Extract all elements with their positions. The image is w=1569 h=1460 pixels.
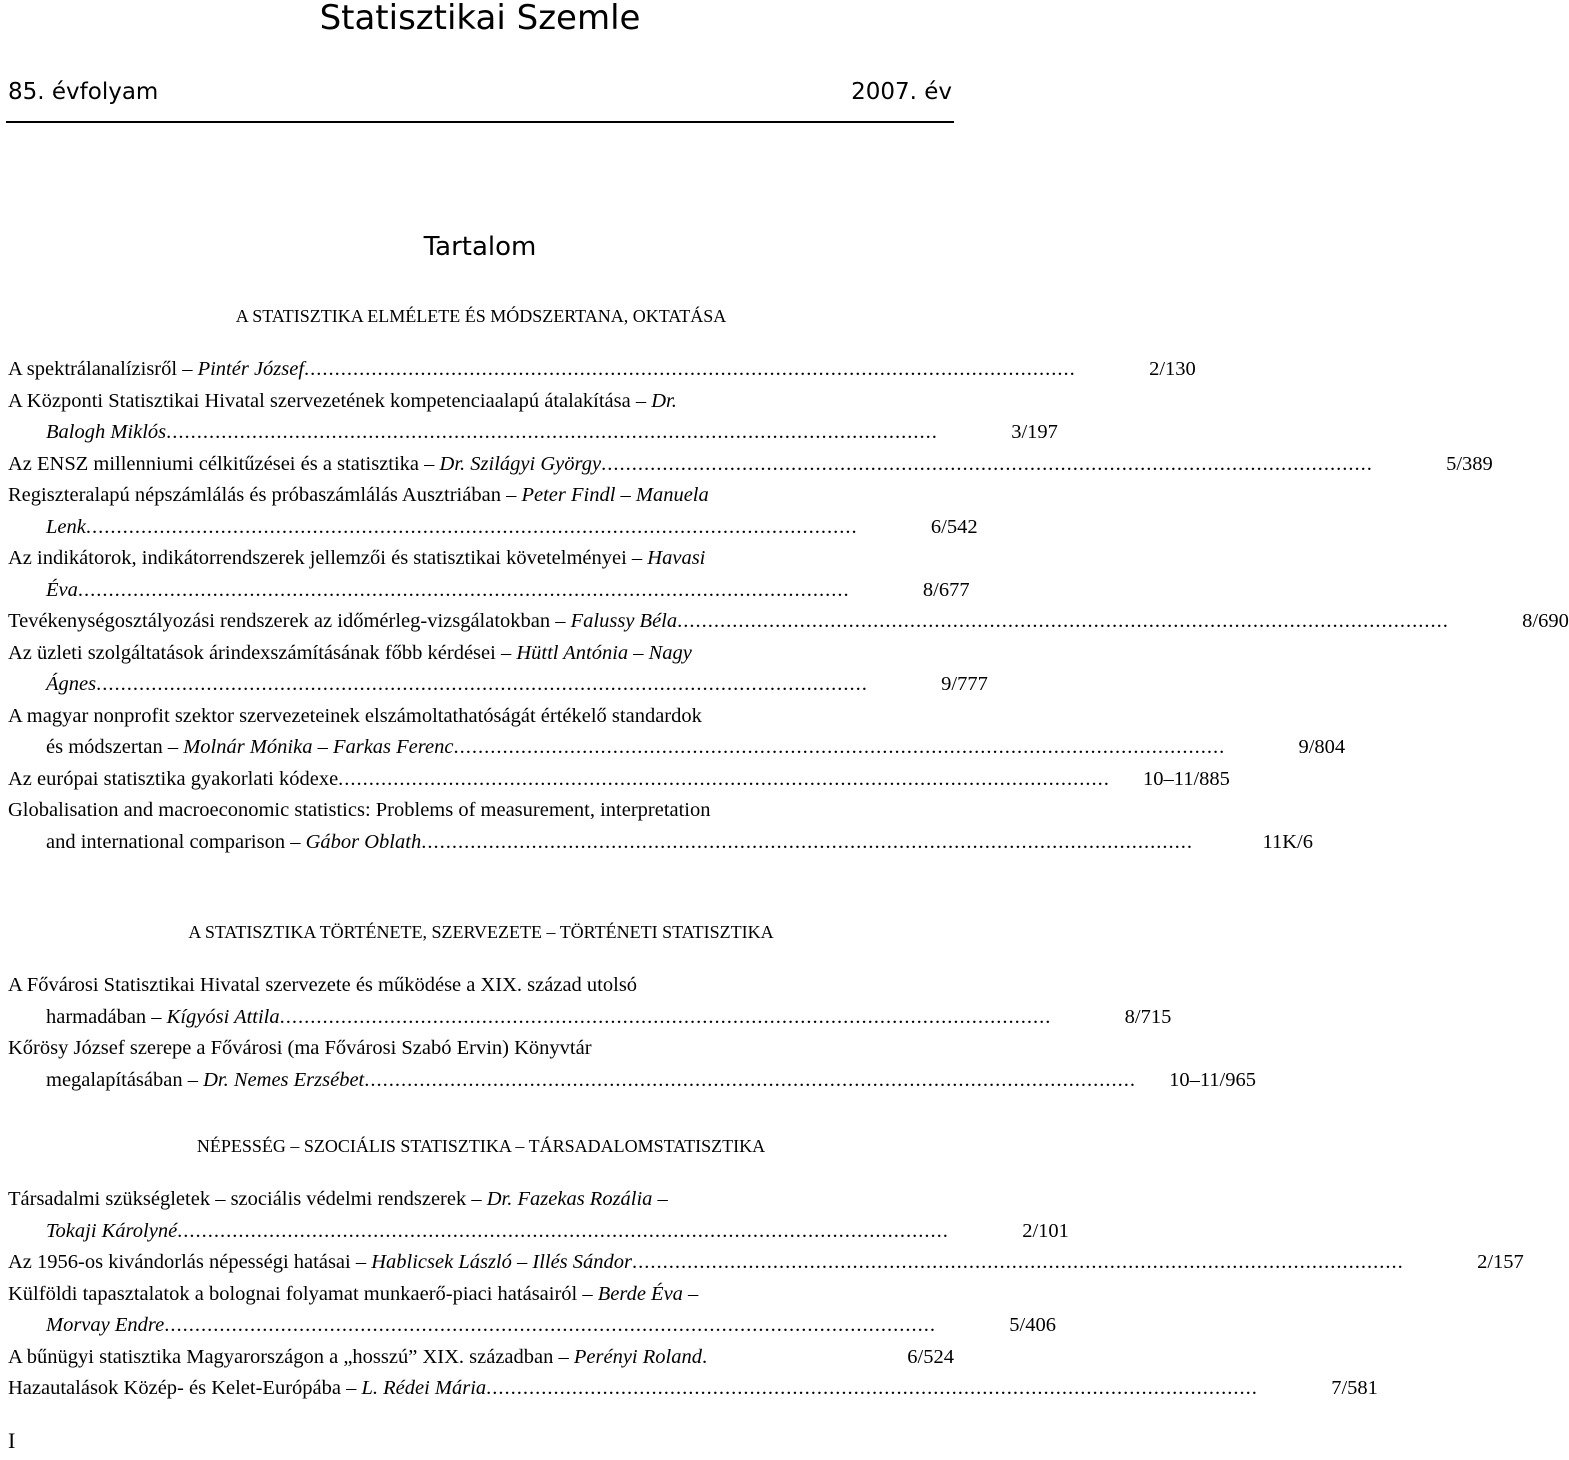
entry-ref: 8/715 bbox=[1124, 1005, 1172, 1028]
entry-ref: 10–11/965 bbox=[1169, 1068, 1256, 1091]
toc-entry[interactable]: Az ENSZ millenniumi célkitűzései és a statisztika – Dr. Szilágyi György .............................................................................................................................. 5/389 bbox=[8, 449, 954, 481]
section-heading: NÉPESSÉG – SZOCIÁLIS STATISZTIKA – TÁRSADALOMSTATISZTIKA bbox=[196, 1136, 766, 1156]
entry-title: Külföldi tapasztalatok a bolognai folyamat munkaerő-piaci hatásairól bbox=[8, 1282, 578, 1305]
entry-author: Ágnes bbox=[46, 673, 97, 695]
toc-entry[interactable] bbox=[8, 764, 1230, 796]
entry-title: Társadalmi szükségletek – szociális védelmi rendszerek bbox=[8, 1188, 467, 1210]
entry-title: A spektrálanalízisről bbox=[8, 358, 178, 380]
entry-author: Éva bbox=[46, 578, 78, 601]
entry-ref: 11K/6 bbox=[1262, 830, 1313, 853]
toc-entry[interactable]: Kőrösy József szerepe a Fővárosi (ma Fővárosi Szabó Ervin) Könyvtár megalapításában – Dr. Nemes Erzsébet .............................................................................................................................. 10–11/965 bbox=[8, 1033, 954, 1096]
entry-author: Tokaji Károlyné bbox=[46, 1219, 178, 1242]
dot-leader: .............................................................................................................................. bbox=[421, 830, 1193, 853]
toc-title: Tartalom bbox=[423, 232, 537, 262]
entry-title: Hazautalások Közép- és Kelet-Európába bbox=[8, 1377, 341, 1399]
entry-title: Az indikátorok, indikátorrendszerek jellemzői és statisztikai követelményei bbox=[8, 547, 627, 569]
section-theory bbox=[8, 302, 1569, 858]
toc-entry[interactable]: A bűnügyi statisztika Magyarországon a „hosszú” XIX. században – Perényi Roland . 6/524 bbox=[8, 1342, 954, 1374]
toc-entry[interactable]: Társadalmi szükségletek – szociális védelmi rendszerek – Dr. Fazekas Rozália – Tokaji Károlyné .............................................................................................................................. 2/101 bbox=[8, 1184, 954, 1247]
entry-author: Perényi Roland bbox=[573, 1345, 702, 1368]
entry-author: Lenk bbox=[46, 515, 86, 538]
toc-entry[interactable]: Az 1956-os kivándorlás népességi hatásai – Hablicsek László – Illés Sándor .............................................................................................................................. 2/157 bbox=[8, 1247, 954, 1279]
dot-leader: .............................................................................................................................. bbox=[453, 736, 1226, 758]
entry-title: Kőrösy József szerepe a Fővárosi (ma Fővárosi Szabó Ervin) Könyvtár bbox=[8, 1037, 592, 1059]
year-label: 2007. év bbox=[851, 79, 952, 105]
dot-leader: .............................................................................................................................. bbox=[164, 1314, 936, 1336]
dot-leader: .............................................................................................................................. bbox=[601, 452, 1373, 475]
entry-ref: 2/157 bbox=[1477, 1251, 1524, 1273]
entry-author: L. Rédei Mária bbox=[361, 1377, 487, 1399]
entry-ref: 9/804 bbox=[1298, 736, 1346, 758]
entry-title: A Központi Statisztikai Hivatal szervezetének kompetenciaalapú átalakítása bbox=[8, 389, 631, 412]
section-population bbox=[8, 1132, 1524, 1405]
entry-ref: 8/677 bbox=[922, 578, 970, 601]
dot-leader: .............................................................................................................................. bbox=[338, 767, 1110, 790]
header-rule bbox=[6, 121, 954, 123]
entry-ref: 7/581 bbox=[1331, 1377, 1378, 1399]
entry-ref: 3/197 bbox=[1011, 421, 1058, 443]
toc-entry[interactable]: Külföldi tapasztalatok a bolognai folyamat munkaerő-piaci hatásairól – Berde Éva – Morvay Endre .............................................................................................................................. 5/406 bbox=[8, 1279, 954, 1342]
entry-ref: 8/690 bbox=[1522, 610, 1569, 632]
entry-author: Hablicsek László – Illés Sándor bbox=[371, 1251, 633, 1273]
volume-label: 85. évfolyam bbox=[8, 79, 159, 105]
toc-entry[interactable]: Az indikátorok, indikátorrendszerek jellemzői és statisztikai követelményei – Havasi Éva .............................................................................................................................. 8/677 bbox=[8, 543, 954, 606]
toc-entry[interactable]: A Fővárosi Statisztikai Hivatal szervezete és működése a XIX. század utolsó harmadában – Kígyósi Attila .............................................................................................................................. 8/715 bbox=[8, 970, 954, 1033]
toc-entry[interactable]: A magyar nonprofit szektor szervezeteinek elszámoltathatóságát értékelő standardok és módszertan – Molnár Mónika – Farkas Ferenc .............................................................................................................................. 9/804 bbox=[8, 701, 954, 764]
page-number: I bbox=[8, 1428, 16, 1453]
dot-leader: . bbox=[701, 1345, 709, 1368]
entry-author: Gábor Oblath bbox=[305, 830, 422, 853]
entry-ref: 5/389 bbox=[1446, 452, 1493, 475]
entry-ref: 10–11/885 bbox=[1142, 767, 1230, 790]
entry-title: A Fővárosi Statisztikai Hivatal szervezete és működése a XIX. század utolsó bbox=[8, 974, 638, 996]
entry-ref: 9/777 bbox=[941, 673, 988, 695]
toc-entry[interactable]: A Központi Statisztikai Hivatal szervezetének kompetenciaalapú átalakítása – Dr. Balogh Miklós .............................................................................................................................. 3/197 bbox=[8, 386, 954, 449]
entry-ref: 6/524 bbox=[907, 1345, 954, 1368]
dot-leader: .............................................................................................................................. bbox=[177, 1219, 949, 1242]
entry-ref: 2/101 bbox=[1022, 1219, 1069, 1242]
toc-entry[interactable]: A spektrálanalízisről – Pintér József .............................................................................................................................. 2/130 bbox=[8, 354, 954, 386]
entry-author: Balogh Miklós bbox=[46, 421, 167, 443]
toc-entry[interactable]: Globalisation and macroeconomic statistics: Problems of measurement, interpretation and international comparison – Gábor Oblath .............................................................................................................................. 11K/6 bbox=[8, 795, 954, 858]
journal-title: Statisztikai Szemle bbox=[319, 0, 641, 38]
entry-ref: 2/130 bbox=[1149, 358, 1196, 380]
entry-author: Dr. Nemes Erzsébet bbox=[203, 1068, 365, 1091]
entry-title: A bűnügyi statisztika Magyarországon a „hosszú” XIX. században bbox=[8, 1345, 554, 1368]
entry-ref: 6/542 bbox=[930, 515, 978, 538]
entry-title: Az ENSZ millenniumi célkitűzései és a statisztika bbox=[8, 452, 420, 475]
entry-title: Tevékenységosztályozási rendszerek az időmérleg-vizsgálatokban bbox=[8, 610, 551, 632]
dot-leader: .............................................................................................................................. bbox=[364, 1068, 1136, 1091]
toc-entry[interactable]: Regiszteralapú népszámlálás és próbaszámlálás Ausztriában – Peter Findl – Manuela Lenk .............................................................................................................................. 6/542 bbox=[8, 480, 954, 543]
dot-leader: .............................................................................................................................. bbox=[166, 421, 938, 443]
entry-author: Kígyósi Attila bbox=[166, 1005, 280, 1028]
dot-leader: .............................................................................................................................. bbox=[632, 1251, 1404, 1273]
section-heading: A STATISZTIKA ELMÉLETE ÉS MÓDSZERTANA, OKTATÁSA bbox=[235, 306, 727, 326]
dot-leader: .............................................................................................................................. bbox=[279, 1005, 1052, 1028]
dot-leader: .............................................................................................................................. bbox=[677, 610, 1449, 632]
entry-title: Az európai statisztika gyakorlati kódexe bbox=[8, 767, 339, 790]
entry-title: Az üzleti szolgáltatások árindexszámításának főbb kérdései bbox=[8, 641, 496, 664]
entry-author: Morvay Endre bbox=[46, 1314, 165, 1336]
dot-leader: .............................................................................................................................. bbox=[96, 673, 868, 695]
entry-author: Pintér József bbox=[197, 358, 305, 380]
entry-title: Globalisation and macroeconomic statistics: Problems of measurement, interpretation bbox=[8, 799, 711, 821]
entry-author: Falussy Béla bbox=[570, 610, 678, 632]
entry-author: Molnár Mónika – Farkas Ferenc bbox=[183, 736, 454, 758]
entry-title: Az 1956-os kivándorlás népességi hatásai bbox=[8, 1251, 351, 1273]
toc-entry[interactable]: Az üzleti szolgáltatások árindexszámításának főbb kérdései – Hüttl Antónia – Nagy Ágnes .............................................................................................................................. 9/777 bbox=[8, 638, 954, 701]
entry-ref: 5/406 bbox=[1009, 1314, 1056, 1336]
toc-entry[interactable]: Hazautalások Közép- és Kelet-Európába – L. Rédei Mária .............................................................................................................................. 7/581 bbox=[8, 1373, 954, 1405]
toc-entry[interactable]: Tevékenységosztályozási rendszerek az időmérleg-vizsgálatokban – Falussy Béla .............................................................................................................................. 8/690 bbox=[8, 606, 954, 638]
dot-leader: .............................................................................................................................. bbox=[85, 515, 858, 538]
entry-author: Dr. Szilágyi György bbox=[439, 452, 602, 475]
dot-leader: .............................................................................................................................. bbox=[304, 358, 1076, 380]
dot-leader: .............................................................................................................................. bbox=[77, 578, 850, 601]
section-heading: A STATISZTIKA TÖRTÉNETE, SZERVEZETE – TÖRTÉNETI STATISZTIKA bbox=[188, 922, 774, 942]
entry-title: A magyar nonprofit szektor szervezeteinek elszámoltathatóságát értékelő standardok bbox=[8, 704, 702, 727]
entry-title: Regiszteralapú népszámlálás és próbaszámlálás Ausztriában bbox=[8, 484, 501, 506]
section-history bbox=[8, 918, 1256, 1096]
dot-leader: .............................................................................................................................. bbox=[486, 1377, 1258, 1399]
